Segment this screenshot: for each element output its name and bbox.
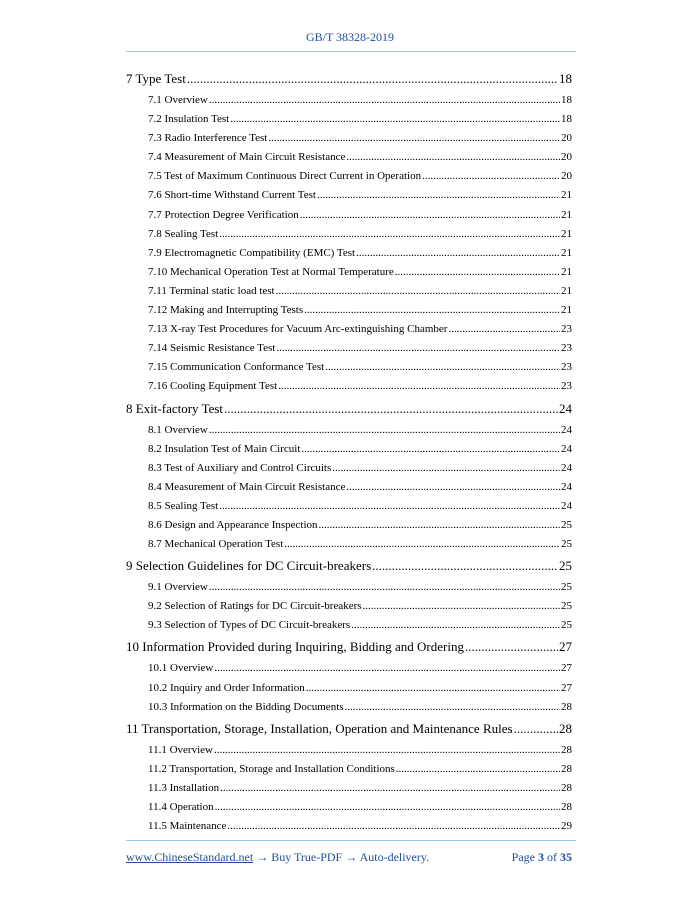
toc-dot-leader <box>306 679 560 698</box>
toc-entry-title: 9.3 Selection of Types of DC Circuit-breakers <box>148 619 351 632</box>
toc-entry-title: 7.12 Making and Interrupting Tests <box>148 304 304 317</box>
page-current: 3 <box>538 850 544 864</box>
toc-dot-leader <box>209 578 560 597</box>
toc-dot-leader <box>301 440 560 459</box>
toc-dot-leader <box>514 717 558 741</box>
toc-dot-leader <box>363 597 560 616</box>
toc-entry-title: 11.3 Installation <box>148 781 220 794</box>
toc-entry-title: 10.2 Inquiry and Order Information <box>148 681 305 694</box>
site-link[interactable]: www.ChineseStandard.net <box>126 850 254 864</box>
toc-section-entry[interactable] <box>126 597 572 616</box>
toc-section-entry[interactable] <box>126 779 572 798</box>
toc-dot-leader <box>346 148 560 167</box>
toc-dot-leader <box>448 320 560 339</box>
toc-section-entry[interactable] <box>126 421 572 440</box>
toc-entry-page: 24 <box>561 499 572 512</box>
toc-section-entry[interactable] <box>126 440 572 459</box>
toc-entry-title: 7.4 Measurement of Main Circuit Resistance <box>148 151 346 164</box>
toc-dot-leader <box>276 282 560 301</box>
toc-section-entry[interactable] <box>126 110 572 129</box>
standard-code: GB/T 38328-2019 <box>305 30 395 44</box>
toc-entry-title: 7.7 Protection Degree Verification <box>148 208 299 221</box>
toc-dot-leader <box>187 67 558 91</box>
toc-chapter-entry[interactable] <box>126 554 572 578</box>
toc-section-entry[interactable] <box>126 535 572 554</box>
toc-entry-title: 7.5 Test of Maximum Continuous Direct Current in Operation <box>148 170 422 183</box>
footer-divider <box>126 840 576 841</box>
toc-dot-leader <box>278 377 560 396</box>
toc-entry-page: 28 <box>561 762 572 775</box>
toc-dot-leader <box>215 798 560 817</box>
toc-entry-page: 25 <box>561 619 572 632</box>
toc-dot-leader <box>319 516 560 535</box>
toc-section-entry[interactable] <box>126 186 572 205</box>
toc-dot-leader <box>214 741 560 760</box>
toc-entry-page: 24 <box>561 442 572 455</box>
toc-entry-page: 28 <box>559 720 572 736</box>
toc-entry-title: 11.4 Operation <box>148 801 214 813</box>
toc-dot-leader <box>209 421 560 440</box>
toc-entry-page: 21 <box>561 265 572 278</box>
toc-dot-leader <box>356 244 560 263</box>
toc-entry-page: 20 <box>561 170 572 183</box>
promo-text: → Buy True-PDF → Auto-delivery. <box>253 850 430 864</box>
toc-dot-leader <box>268 129 560 148</box>
toc-entry-title: 9.1 Overview <box>148 581 208 594</box>
toc-entry-page: 21 <box>561 227 572 240</box>
toc-section-entry[interactable] <box>126 339 572 358</box>
toc-entry-title: 8.3 Test of Auxiliary and Control Circuits <box>148 461 332 474</box>
toc-entry-page: 25 <box>559 558 572 574</box>
toc-entry-title: 11 Transportation, Storage, Installation, Operation and Maintenance Rules <box>126 720 513 736</box>
toc-section-entry[interactable] <box>126 616 572 635</box>
toc-entry-title: 8 Exit-factory Test <box>126 400 224 416</box>
toc-section-entry[interactable] <box>126 282 572 301</box>
toc-entry-page: 23 <box>561 342 572 355</box>
page-of: of <box>547 850 557 864</box>
toc-entry-page: 28 <box>561 781 572 794</box>
toc-dot-leader <box>304 301 560 320</box>
document-header <box>0 30 700 45</box>
footer-promo <box>126 850 429 865</box>
toc-dot-leader <box>209 91 560 110</box>
toc-entry-page: 28 <box>561 700 572 713</box>
toc-entry-page: 24 <box>559 400 572 416</box>
toc-entry-page: 27 <box>559 639 572 655</box>
toc-dot-leader <box>230 110 560 129</box>
toc-entry-title: 9 Selection Guidelines for DC Circuit-breakers <box>126 558 372 574</box>
toc-dot-leader <box>395 263 560 282</box>
toc-entry-page: 21 <box>561 189 572 202</box>
toc-dot-leader <box>317 186 560 205</box>
toc-dot-leader <box>220 779 560 798</box>
toc-dot-leader <box>300 206 560 225</box>
toc-entry-title: 7.11 Terminal static load test <box>148 284 275 297</box>
toc-entry-title: 8.2 Insulation Test of Main Circuit <box>148 442 301 455</box>
toc-section-entry[interactable] <box>126 659 572 678</box>
toc-section-entry[interactable] <box>126 206 572 225</box>
toc-entry-title: 10.3 Information on the Bidding Documents <box>148 700 344 713</box>
toc-entry-page: 27 <box>561 681 572 694</box>
toc-dot-leader <box>332 459 560 478</box>
toc-entry-page: 25 <box>561 538 572 551</box>
page-indicator <box>512 850 572 865</box>
toc-dot-leader <box>325 358 560 377</box>
toc-section-entry[interactable] <box>126 679 572 698</box>
toc-dot-leader <box>276 339 560 358</box>
page-total: 35 <box>560 850 572 864</box>
toc-section-entry[interactable] <box>126 129 572 148</box>
toc-dot-leader <box>219 497 560 516</box>
toc-entry-title: 7.3 Radio Interference Test <box>148 132 268 145</box>
toc-entry-page: 18 <box>559 71 572 86</box>
toc-entry-page: 18 <box>561 113 572 126</box>
toc-dot-leader <box>465 635 558 659</box>
table-of-contents <box>126 67 572 836</box>
toc-entry-title: 7.8 Sealing Test <box>148 227 219 240</box>
toc-section-entry[interactable] <box>126 263 572 282</box>
toc-entry-title: 10 Information Provided during Inquiring, Bidding and Ordering <box>126 639 464 655</box>
toc-entry-title: 7.16 Cooling Equipment Test <box>148 380 278 393</box>
toc-dot-leader <box>224 397 558 421</box>
toc-entry-title: 11.2 Transportation, Storage and Installation Conditions <box>148 762 395 775</box>
toc-entry-page: 18 <box>561 94 572 106</box>
toc-entry-title: 11.1 Overview <box>148 743 213 756</box>
toc-chapter-entry[interactable] <box>126 397 572 421</box>
toc-entry-title: 8.7 Mechanical Operation Test <box>148 538 284 551</box>
toc-section-entry[interactable] <box>126 817 572 836</box>
toc-section-entry[interactable] <box>126 459 572 478</box>
toc-entry-title: 7.9 Electromagnetic Compatibility (EMC) Test <box>148 246 356 259</box>
toc-entry-title: 7.1 Overview <box>148 94 208 106</box>
toc-entry-title: 7.6 Short-time Withstand Current Test <box>148 189 316 202</box>
toc-dot-leader <box>346 478 560 497</box>
toc-dot-leader <box>351 616 560 635</box>
toc-section-entry[interactable] <box>126 798 572 817</box>
toc-entry-title: 8.6 Design and Appearance Inspection <box>148 518 318 531</box>
toc-section-entry[interactable] <box>126 225 572 244</box>
toc-dot-leader <box>396 760 560 779</box>
toc-entry-page: 21 <box>561 246 572 259</box>
toc-entry-page: 25 <box>561 600 572 613</box>
toc-entry-title: 11.5 Maintenance <box>148 820 227 833</box>
toc-entry-page: 24 <box>561 423 572 436</box>
toc-entry-page: 27 <box>561 662 572 675</box>
toc-entry-page: 24 <box>561 480 572 493</box>
toc-chapter-entry[interactable] <box>126 717 572 741</box>
toc-section-entry[interactable] <box>126 578 572 597</box>
toc-entry-title: 7.14 Seismic Resistance Test <box>148 342 276 355</box>
toc-section-entry[interactable] <box>126 377 572 396</box>
toc-entry-title: 7 Type Test <box>126 71 186 86</box>
toc-chapter-entry[interactable] <box>126 67 572 91</box>
toc-entry-page: 28 <box>561 743 572 756</box>
toc-entry-page: 23 <box>561 323 572 336</box>
toc-section-entry[interactable] <box>126 244 572 263</box>
toc-section-entry[interactable] <box>126 301 572 320</box>
toc-section-entry[interactable] <box>126 760 572 779</box>
toc-entry-page: 28 <box>561 801 572 813</box>
toc-entry-page: 21 <box>561 208 572 221</box>
toc-entry-page: 29 <box>561 820 572 833</box>
toc-entry-title: 10.1 Overview <box>148 662 214 675</box>
toc-entry-title: 7.10 Mechanical Operation Test at Normal Temperature <box>148 265 394 278</box>
toc-section-entry[interactable] <box>126 167 572 186</box>
toc-dot-leader <box>345 698 560 717</box>
toc-entry-page: 25 <box>561 581 572 594</box>
toc-entry-page: 23 <box>561 361 572 374</box>
toc-entry-page: 24 <box>561 461 572 474</box>
toc-entry-page: 20 <box>561 132 572 145</box>
toc-section-entry[interactable] <box>126 698 572 717</box>
toc-entry-title: 7.13 X-ray Test Procedures for Vacuum Arc-extinguishing Chamber <box>148 323 448 336</box>
toc-dot-leader <box>214 659 560 678</box>
toc-entry-title: 7.2 Insulation Test <box>148 113 230 126</box>
toc-entry-title: 8.4 Measurement of Main Circuit Resistance <box>148 480 346 493</box>
toc-section-entry[interactable] <box>126 478 572 497</box>
toc-entry-title: 8.5 Sealing Test <box>148 499 219 512</box>
toc-section-entry[interactable] <box>126 741 572 760</box>
toc-dot-leader <box>372 554 558 578</box>
toc-entry-page: 20 <box>561 151 572 164</box>
toc-section-entry[interactable] <box>126 516 572 535</box>
toc-entry-page: 23 <box>561 380 572 393</box>
toc-section-entry[interactable] <box>126 148 572 167</box>
toc-section-entry[interactable] <box>126 320 572 339</box>
page-label: Page <box>511 850 535 864</box>
toc-entry-title: 8.1 Overview <box>148 423 208 436</box>
toc-dot-leader <box>227 817 560 836</box>
toc-entry-title: 7.15 Communication Conformance Test <box>148 361 325 374</box>
toc-dot-leader <box>284 535 560 554</box>
toc-entry-page: 21 <box>561 284 572 297</box>
toc-section-entry[interactable] <box>126 358 572 377</box>
toc-dot-leader <box>219 225 560 244</box>
toc-entry-page: 25 <box>561 518 572 531</box>
toc-entry-title: 9.2 Selection of Ratings for DC Circuit-breakers <box>148 600 362 613</box>
toc-section-entry[interactable] <box>126 497 572 516</box>
toc-entry-page: 21 <box>561 304 572 317</box>
header-divider <box>126 51 576 52</box>
toc-chapter-entry[interactable] <box>126 635 572 659</box>
toc-dot-leader <box>422 167 560 186</box>
toc-section-entry[interactable] <box>126 91 572 110</box>
